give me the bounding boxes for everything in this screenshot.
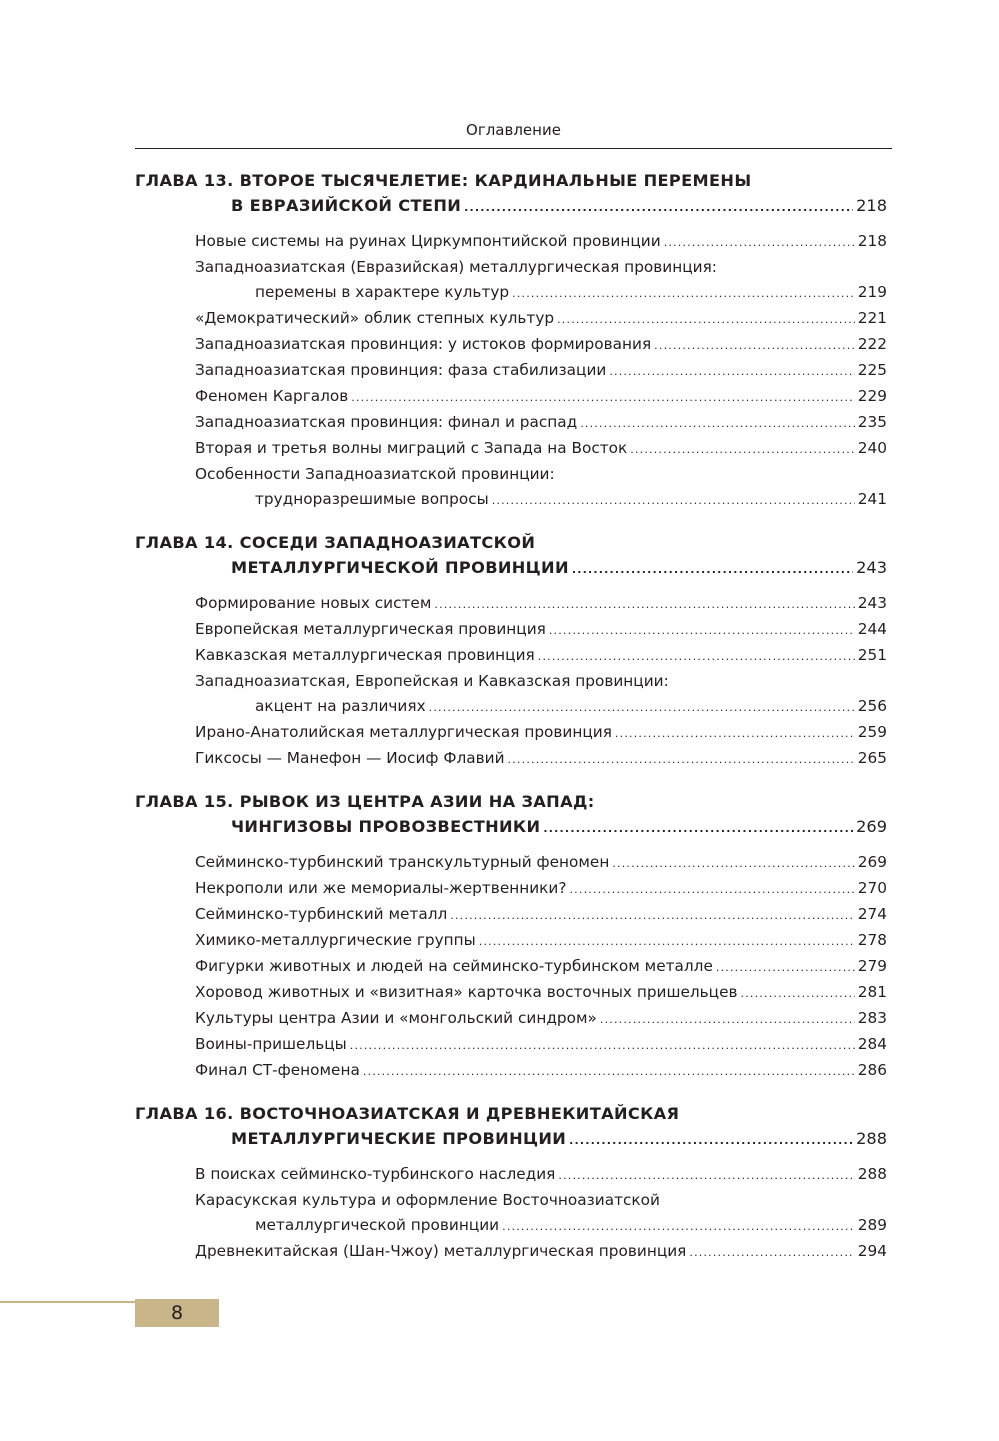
chapter-block: [135, 168, 887, 513]
entry-title-continued: [195, 1213, 887, 1239]
entry-title-line2: металлургической провинции: [255, 1216, 500, 1234]
entry-line: [195, 332, 887, 358]
chapter-page-number: 218: [856, 196, 887, 215]
entry-page-number: 279: [857, 957, 887, 975]
dot-leader: [434, 592, 854, 617]
chapter-title-continued: [135, 1126, 887, 1153]
entry-line: [195, 1006, 887, 1032]
chapter-page-number: 243: [856, 558, 887, 577]
entry-title: Ирано-Анатолийская металлургическая провинция: [195, 723, 612, 741]
entry-title: Хоровод животных и «визитная» карточка восточных пришельцев: [195, 983, 738, 1001]
chapter-block: [135, 530, 887, 772]
entry-page-number: 219: [857, 283, 887, 301]
dot-leader: [558, 1163, 854, 1188]
entry-title: Европейская металлургическая провинция: [195, 620, 546, 638]
toc-entry: [135, 1058, 887, 1084]
entry-page-number: 283: [857, 1009, 887, 1027]
toc-entry: [135, 1032, 887, 1058]
running-head: Оглавление: [466, 121, 561, 139]
entry-page-number: 243: [857, 594, 887, 612]
chapter-block: [135, 789, 887, 1084]
entry-page-number: 241: [857, 490, 887, 508]
chapter-page-number: 288: [856, 1129, 887, 1148]
chapter-page-number: 269: [856, 817, 887, 836]
entry-page-number: 270: [857, 879, 887, 897]
entry-title: Феномен Каргалов: [195, 387, 349, 405]
toc-entry: [135, 410, 887, 436]
dot-leader: [569, 877, 854, 902]
entry-title: Формирование новых систем: [195, 594, 432, 612]
entry-page-number: 288: [857, 1165, 887, 1183]
header-rule: [135, 148, 892, 149]
entry-title: Некрополи или же мемориалы-жертвенники?: [195, 879, 567, 897]
dot-leader: [654, 333, 855, 358]
entry-line: [195, 1032, 887, 1058]
chapter-title: ГЛАВА 15. РЫВОК ИЗ ЦЕНТРА АЗИИ НА ЗАПАД:: [135, 792, 595, 811]
dot-leader: [464, 195, 853, 220]
entry-title-line2: перемены в характере культур: [255, 283, 510, 301]
toc-entry: [135, 643, 887, 669]
toc-entry: [135, 306, 887, 332]
toc-entry: [135, 591, 887, 617]
entry-page-number: 286: [857, 1061, 887, 1079]
toc-entry: [135, 332, 887, 358]
dot-leader: [689, 1240, 854, 1265]
dot-leader: [508, 747, 855, 772]
page-number: 8: [170, 1302, 184, 1324]
entry-title: Западноазиатская провинция: у истоков формирования: [195, 335, 652, 353]
entry-line: [195, 876, 887, 902]
dot-leader: [492, 488, 855, 513]
entry-title: Культуры центра Азии и «монгольский синдром»: [195, 1009, 597, 1027]
dot-leader: [557, 307, 855, 332]
chapter-title-continued: [135, 814, 887, 841]
toc-entry: [135, 1188, 887, 1239]
dot-leader: [741, 981, 855, 1006]
dot-leader: [350, 1033, 855, 1058]
entry-title: Финал СТ-феномена: [195, 1061, 360, 1079]
chapter-title-continued: [135, 555, 887, 582]
chapter-title-line2: МЕТАЛЛУРГИЧЕСКОЙ ПРОВИНЦИИ: [231, 558, 569, 577]
toc-entry: [135, 1162, 887, 1188]
toc-entry: [135, 850, 887, 876]
entry-page-number: 259: [857, 723, 887, 741]
entry-title-line2: трудноразрешимые вопросы: [255, 490, 489, 508]
chapter-title-line2: ЧИНГИЗОВЫ ПРОВОЗВЕСТНИКИ: [231, 817, 541, 836]
footer-accent-line: [0, 1301, 135, 1303]
entry-title: Химико-металлургические группы: [195, 931, 476, 949]
entry-page-number: 221: [857, 309, 887, 327]
chapter-title: ГЛАВА 14. СОСЕДИ ЗАПАДНОАЗИАТСКОЙ: [135, 533, 536, 552]
entry-page-number: 265: [857, 749, 887, 767]
entry-title: Западноазиатская (Евразийская) металлургическая провинция:: [195, 258, 717, 276]
dot-leader: [450, 903, 855, 928]
entry-title-line2: акцент на различиях: [255, 697, 426, 715]
toc-entry: [135, 229, 887, 255]
dot-leader: [351, 385, 855, 410]
toc-entry: [135, 746, 887, 772]
dot-leader: [502, 1214, 855, 1239]
chapter-title-line2: В ЕВРАЗИЙСКОЙ СТЕПИ: [231, 196, 462, 215]
toc-entry: [135, 980, 887, 1006]
dot-leader: [479, 929, 855, 954]
entry-title: Воины-пришельцы: [195, 1035, 347, 1053]
entry-page-number: 274: [857, 905, 887, 923]
dot-leader: [538, 644, 855, 669]
dot-leader: [630, 437, 855, 462]
dot-leader: [600, 1007, 855, 1032]
entry-title: Западноазиатская, Европейская и Кавказская провинции:: [195, 672, 669, 690]
entry-line: [195, 850, 887, 876]
dot-leader: [615, 721, 855, 746]
section-list: [135, 229, 887, 513]
toc-entry: [135, 1006, 887, 1032]
chapter-title-line2: МЕТАЛЛУРГИЧЕСКИЕ ПРОВИНЦИИ: [231, 1129, 567, 1148]
entry-title: Фигурки животных и людей на сейминско-турбинском металле: [195, 957, 713, 975]
toc-entry: [135, 384, 887, 410]
dot-leader: [512, 281, 855, 306]
entry-title: Особенности Западноазиатской провинции:: [195, 465, 555, 483]
toc-entry: [135, 902, 887, 928]
entry-line: [195, 643, 887, 669]
entry-title: Западноазиатская провинция: финал и распад: [195, 413, 578, 431]
entry-page-number: 222: [857, 335, 887, 353]
entry-page-number: 240: [857, 439, 887, 457]
entry-title: Западноазиатская провинция: фаза стабилизации: [195, 361, 607, 379]
entry-line: [195, 1058, 887, 1084]
entry-line: [195, 1162, 887, 1188]
entry-title-continued: [195, 280, 887, 306]
page-number-box: [135, 1299, 219, 1327]
entry-page-number: 281: [857, 983, 887, 1001]
entry-line: [195, 902, 887, 928]
section-list: [135, 850, 887, 1084]
entry-line: [195, 720, 887, 746]
entry-line: [195, 384, 887, 410]
entry-line: [195, 306, 887, 332]
entry-line: [195, 746, 887, 772]
entry-title: «Демократический» облик степных культур: [195, 309, 555, 327]
entry-title: Новые системы на руинах Циркумпонтийской провинции: [195, 232, 661, 250]
entry-title: Сейминско-турбинский металл: [195, 905, 448, 923]
dot-leader: [609, 359, 854, 384]
entry-page-number: 235: [857, 413, 887, 431]
entry-line: [195, 928, 887, 954]
entry-line: [195, 436, 887, 462]
entry-line: [195, 954, 887, 980]
entry-title-continued: [195, 694, 887, 720]
entry-page-number: 294: [857, 1242, 887, 1260]
entry-title: Гиксосы — Манефон — Иосиф Флавий: [195, 749, 505, 767]
entry-page-number: 225: [857, 361, 887, 379]
chapter-block: [135, 1101, 887, 1265]
dot-leader: [549, 618, 855, 643]
toc-entry: [135, 669, 887, 720]
entry-title-continued: [195, 487, 887, 513]
entry-page-number: 256: [857, 697, 887, 715]
entry-page-number: 251: [857, 646, 887, 664]
entry-page-number: 218: [857, 232, 887, 250]
toc-entry: [135, 617, 887, 643]
entry-title: Карасукская культура и оформление Восточноазиатской: [195, 1191, 660, 1209]
toc-entry: [135, 462, 887, 513]
dot-leader: [664, 230, 855, 255]
dot-leader: [716, 955, 855, 980]
toc-entry: [135, 358, 887, 384]
dot-leader: [429, 695, 855, 720]
entry-page-number: 284: [857, 1035, 887, 1053]
toc-entry: [135, 1239, 887, 1265]
chapter-title-continued: [135, 193, 887, 220]
entry-title: Сейминско-турбинский транскультурный феномен: [195, 853, 610, 871]
section-list: [135, 591, 887, 772]
entry-page-number: 244: [857, 620, 887, 638]
entry-line: [195, 229, 887, 255]
entry-title: В поисках сейминско-турбинского наследия: [195, 1165, 556, 1183]
toc-entry: [135, 954, 887, 980]
entry-line: [195, 617, 887, 643]
chapter-title: ГЛАВА 16. ВОСТОЧНОАЗИАТСКАЯ И ДРЕВНЕКИТАЙСКАЯ: [135, 1104, 680, 1123]
entry-page-number: 269: [857, 853, 887, 871]
table-of-contents: [135, 168, 887, 1282]
toc-entry: [135, 436, 887, 462]
dot-leader: [612, 851, 854, 876]
entry-line: [195, 591, 887, 617]
dot-leader: [569, 1128, 853, 1153]
section-list: [135, 1162, 887, 1265]
entry-page-number: 278: [857, 931, 887, 949]
entry-title: Вторая и третья волны миграций с Запада на Восток: [195, 439, 628, 457]
entry-title: Кавказская металлургическая провинция: [195, 646, 535, 664]
dot-leader: [580, 411, 855, 436]
entry-line: [195, 358, 887, 384]
toc-entry: [135, 720, 887, 746]
dot-leader: [543, 816, 853, 841]
toc-entry: [135, 876, 887, 902]
entry-line: [195, 410, 887, 436]
entry-page-number: 289: [857, 1216, 887, 1234]
entry-line: [195, 1239, 887, 1265]
entry-line: [195, 980, 887, 1006]
entry-title: Древнекитайская (Шан-Чжоу) металлургическая провинция: [195, 1242, 687, 1260]
toc-entry: [135, 928, 887, 954]
entry-page-number: 229: [857, 387, 887, 405]
dot-leader: [363, 1059, 855, 1084]
chapter-title: ГЛАВА 13. ВТОРОЕ ТЫСЯЧЕЛЕТИЕ: КАРДИНАЛЬНЫЕ ПЕРЕМЕНЫ: [135, 171, 752, 190]
toc-entry: [135, 255, 887, 306]
dot-leader: [572, 557, 853, 582]
